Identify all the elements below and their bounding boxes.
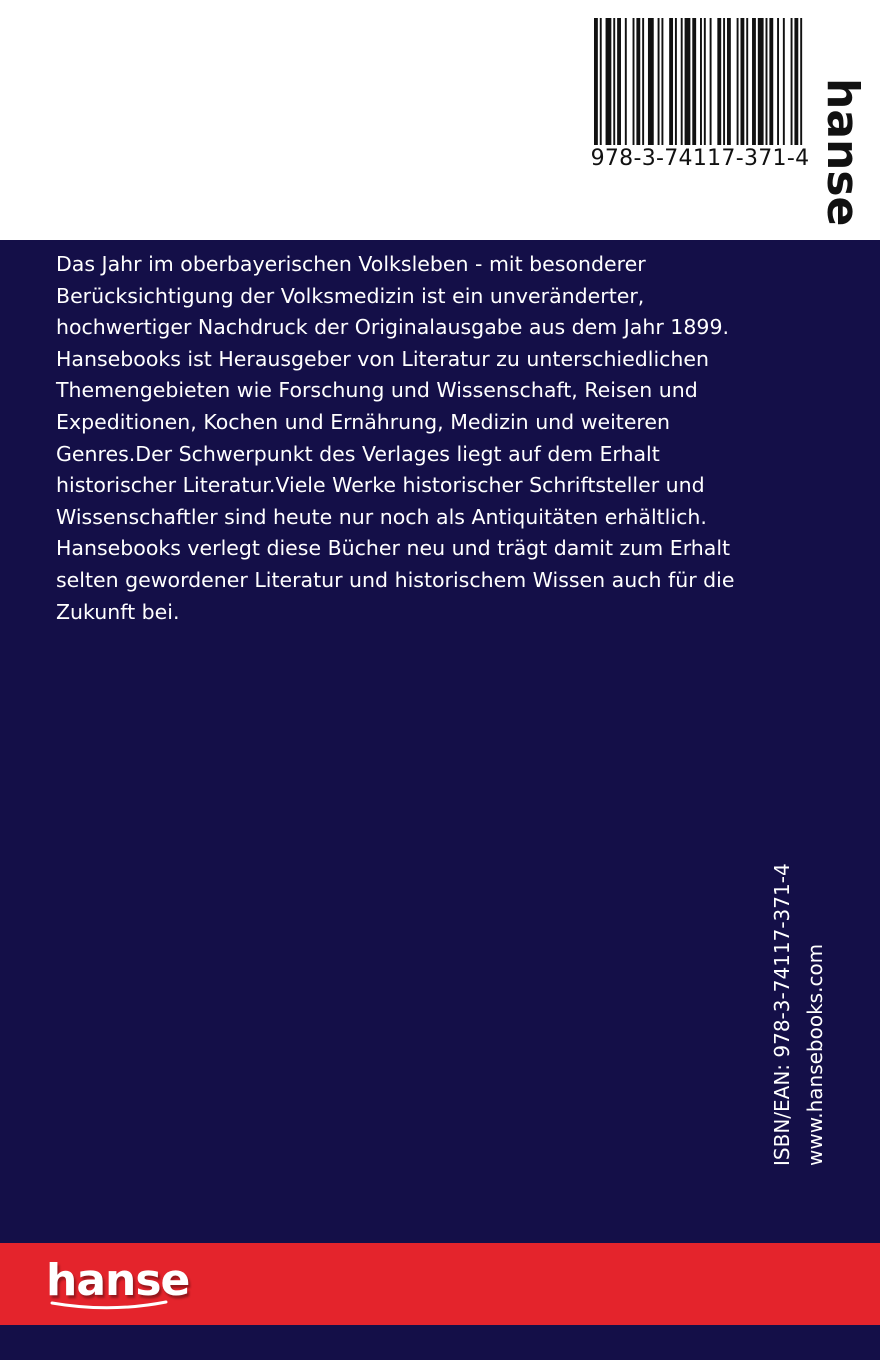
website-text: www.hansebooks.com: [803, 943, 827, 1166]
barcode-bar: [633, 18, 635, 145]
barcode-bar: [692, 18, 696, 145]
barcode-bar: [758, 18, 764, 145]
hanse-logo-text: hanse: [46, 1255, 190, 1306]
barcode-bar: [675, 18, 677, 145]
barcode-bar: [600, 18, 602, 145]
description-line: Genres.Der Schwerpunkt des Verlages liegt auf dem Erhalt: [56, 441, 660, 466]
logo-swoosh: [50, 1299, 168, 1311]
description-line: Das Jahr im oberbayerischen Volksleben - mit besonderer: [56, 252, 646, 276]
isbn-website-block: [766, 826, 832, 1166]
book-description: [56, 249, 856, 628]
barcode-bars: [594, 18, 806, 145]
barcode-digits: 978-3-74117-371-4: [590, 146, 810, 171]
description-line: Wissenschaftler sind heute nur noch als Antiquitäten erhältlich.: [56, 504, 707, 529]
barcode-bar: [791, 18, 793, 145]
barcode-bar: [681, 18, 683, 145]
barcode-bar: [783, 18, 785, 145]
isbn-text: ISBN/EAN: 978-3-74117-371-4: [770, 863, 794, 1166]
barcode-bar: [746, 18, 748, 145]
barcode-bar: [700, 18, 702, 145]
hanse-logo: [46, 1255, 189, 1307]
barcode-bar: [752, 18, 756, 145]
barcode-bar: [636, 18, 640, 145]
barcode-bar: [685, 18, 691, 145]
barcode-bar: [794, 18, 798, 145]
barcode-bar: [737, 18, 739, 145]
barcode-bar: [800, 18, 802, 145]
barcode-bar: [606, 18, 612, 145]
description-line: selten gewordener Literatur und historischem Wissen auch für die: [56, 567, 735, 592]
barcode-bar: [625, 18, 627, 145]
description-line: hochwertiger Nachdruck der Originalausgabe aus dem Jahr 1899.: [56, 315, 729, 340]
barcode-bar: [661, 18, 663, 145]
barcode-bar: [613, 18, 615, 145]
barcode-bar: [740, 18, 744, 145]
barcode-bar: [727, 18, 731, 145]
description-line: Expeditionen, Kochen und Ernährung, Medizin und weiteren: [56, 409, 671, 434]
barcode-bar: [766, 18, 768, 145]
barcode-bar: [669, 18, 673, 145]
description-line: historischer Literatur.Viele Werke historischer Schriftsteller und: [56, 473, 705, 498]
barcode-bar: [648, 18, 654, 145]
barcode: [594, 18, 806, 145]
spine-logo: hanse: [817, 78, 868, 227]
top-white-band: [0, 0, 880, 240]
barcode-bar: [642, 18, 644, 145]
barcode-bar: [594, 18, 598, 145]
barcode-bar: [710, 18, 712, 145]
description-line: Hansebooks verlegt diese Bücher neu und trägt damit zum Erhalt: [56, 536, 731, 561]
description-line: Zukunft bei.: [56, 599, 180, 624]
description-line: Hansebooks ist Herausgeber von Literatur zu unterschiedlichen: [56, 346, 710, 371]
barcode-bar: [704, 18, 706, 145]
barcode-bar: [723, 18, 725, 145]
barcode-bar: [617, 18, 621, 145]
barcode-bar: [717, 18, 721, 145]
barcode-bar: [777, 18, 779, 145]
description-line: Berücksichtigung der Volksmedizin ist ein unveränderter,: [56, 283, 645, 308]
barcode-bar: [658, 18, 660, 145]
description-line: Themengebieten wie Forschung und Wissenschaft, Reisen und: [56, 378, 698, 403]
barcode-bar: [769, 18, 773, 145]
